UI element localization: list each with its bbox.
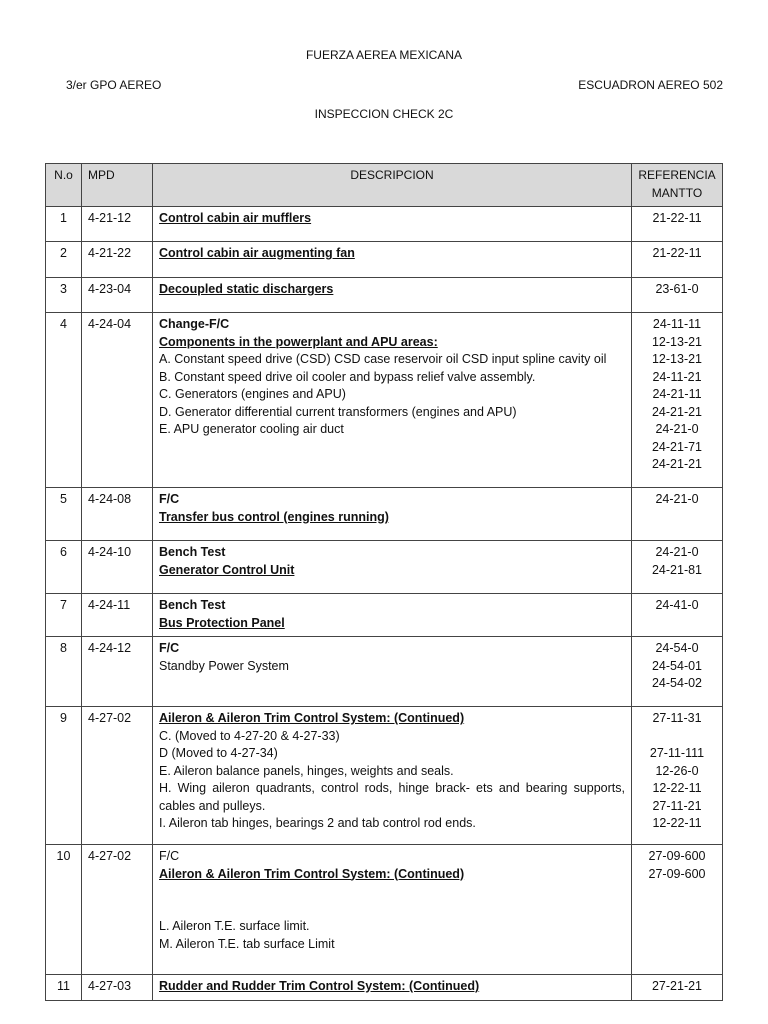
row-mpd: 4-24-04 — [82, 313, 153, 488]
row-description — [153, 242, 632, 278]
description-line: Rudder and Rudder Trim Control System: (Continued) — [159, 979, 480, 993]
document-organization: FUERZA AEREA MEXICANA — [305, 48, 463, 62]
row-mpd: 4-24-11 — [82, 594, 153, 637]
description-line: D (Moved to 4-27-34) — [159, 746, 278, 760]
row-description — [153, 594, 632, 637]
table-body — [46, 207, 723, 1001]
reference-code: 27-21-21 — [651, 979, 703, 993]
description-line: Change-F/C — [159, 317, 230, 331]
description-line: F/C — [159, 849, 180, 863]
row-description — [153, 488, 632, 541]
reference-code: 24-21-0 — [655, 492, 699, 506]
reference-code: 27-11-21 — [652, 798, 702, 813]
description-line: Decoupled static dischargers — [159, 282, 334, 296]
table-row — [46, 313, 723, 488]
description-line: L. Aileron T.E. surface limit. — [159, 919, 310, 933]
row-number: 1 — [46, 207, 82, 242]
inspection-table — [45, 163, 723, 1001]
description-line: Bench Test — [159, 545, 226, 559]
row-references — [632, 594, 723, 637]
description-line — [159, 901, 625, 919]
reference-code: 24-11-21 — [652, 369, 702, 384]
row-number: 6 — [46, 541, 82, 594]
row-number: 5 — [46, 488, 82, 541]
description-line: E. APU generator cooling air duct — [159, 422, 344, 436]
description-line: Bench Test — [159, 598, 226, 612]
reference-code: 27-11-111 — [649, 746, 705, 760]
table-row — [46, 488, 723, 541]
row-references — [632, 637, 723, 707]
row-description — [153, 707, 632, 845]
description-line: Control cabin air mufflers — [159, 211, 312, 225]
description-line: C. (Moved to 4-27-20 & 4-27-33) — [159, 728, 340, 743]
reference-code: 24-21-0 — [655, 545, 699, 559]
reference-code: 12-22-11 — [652, 816, 702, 830]
document-group: 3/er GPO AEREO — [66, 78, 162, 92]
row-references — [632, 975, 723, 1001]
description-line: A. Constant speed drive (CSD) CSD case reservoir oil CSD input spline cavity oil — [159, 352, 607, 366]
reference-code — [634, 728, 720, 746]
row-number: 8 — [46, 637, 82, 707]
description-line: Bus Protection Panel — [159, 615, 285, 630]
row-description — [153, 637, 632, 707]
description-line: Aileron & Aileron Trim Control System: (Continued) — [159, 866, 465, 881]
row-description — [153, 541, 632, 594]
row-number: 7 — [46, 594, 82, 637]
description-line: I. Aileron tab hinges, bearings 2 and tab control rod ends. — [159, 816, 476, 830]
reference-code: 27-09-600 — [648, 849, 706, 863]
description-line: H. Wing aileron quadrants, control rods, hinge brack- ets and bearing supports, cables and pulleys. — [159, 781, 625, 813]
table-row — [46, 594, 723, 637]
reference-code: 12-22-11 — [652, 781, 702, 795]
row-description — [153, 975, 632, 1001]
reference-code: 24-54-0 — [655, 641, 699, 655]
reference-code: 24-21-21 — [651, 404, 703, 419]
row-references — [632, 845, 723, 975]
row-number: 9 — [46, 707, 82, 845]
row-number: 11 — [46, 975, 82, 1001]
row-references — [632, 313, 723, 488]
document-squadron: ESCUADRON AEREO 502 — [578, 78, 723, 92]
reference-code: 24-21-81 — [651, 562, 703, 577]
table-row — [46, 278, 723, 313]
description-line: B. Constant speed drive oil cooler and bypass relief valve assembly. — [159, 369, 536, 384]
row-references — [632, 207, 723, 242]
reference-code: 21-22-11 — [652, 211, 702, 225]
column-header-mpd: MPD — [82, 164, 153, 207]
description-line: Control cabin air augmenting fan — [159, 246, 355, 260]
column-header-reference: REFERENCIA MANTTO — [632, 164, 723, 207]
row-references — [632, 242, 723, 278]
table-row — [46, 975, 723, 1001]
reference-code: 23-61-0 — [655, 282, 699, 296]
row-description — [153, 278, 632, 313]
document-inspection-title: INSPECCION CHECK 2C — [314, 107, 454, 121]
description-line: E. Aileron balance panels, hinges, weights and seals. — [159, 763, 454, 778]
reference-code: 24-21-71 — [651, 439, 703, 454]
row-mpd: 4-24-08 — [82, 488, 153, 541]
table-row — [46, 207, 723, 242]
reference-code: 24-21-21 — [651, 457, 703, 471]
description-line: Aileron & Aileron Trim Control System: (Continued) — [159, 711, 465, 725]
row-number: 4 — [46, 313, 82, 488]
reference-code: 21-22-11 — [652, 246, 702, 260]
reference-code: 27-09-600 — [648, 866, 706, 881]
table-row — [46, 707, 723, 845]
reference-code: 24-21-11 — [652, 387, 702, 401]
description-line: Transfer bus control (engines running) — [159, 509, 389, 524]
reference-code: 12-13-21 — [651, 334, 703, 349]
row-mpd: 4-24-12 — [82, 637, 153, 707]
row-description — [153, 845, 632, 975]
row-references — [632, 541, 723, 594]
row-mpd: 4-27-02 — [82, 707, 153, 845]
table-row — [46, 541, 723, 594]
row-number: 2 — [46, 242, 82, 278]
reference-code: 27-11-31 — [652, 711, 702, 725]
row-description — [153, 207, 632, 242]
row-mpd: 4-23-04 — [82, 278, 153, 313]
reference-code: 12-13-21 — [651, 352, 703, 366]
row-mpd: 4-27-02 — [82, 845, 153, 975]
description-line: D. Generator differential current transformers (engines and APU) — [159, 404, 517, 419]
table-header-row — [46, 164, 723, 207]
column-header-no: N.o — [46, 164, 82, 207]
table-row — [46, 637, 723, 707]
row-number: 10 — [46, 845, 82, 975]
row-mpd: 4-21-12 — [82, 207, 153, 242]
row-description — [153, 313, 632, 488]
row-number: 3 — [46, 278, 82, 313]
table-row — [46, 242, 723, 278]
description-line: F/C — [159, 641, 180, 655]
description-line: C. Generators (engines and APU) — [159, 387, 346, 401]
table-row — [46, 845, 723, 975]
reference-code: 24-54-01 — [651, 658, 703, 673]
description-line: Generator Control Unit — [159, 562, 295, 577]
reference-code: 24-41-0 — [655, 598, 699, 612]
reference-code: 24-54-02 — [651, 676, 703, 690]
column-header-description: DESCRIPCION — [153, 164, 632, 207]
description-line: M. Aileron T.E. tab surface Limit — [159, 936, 335, 951]
row-mpd: 4-21-22 — [82, 242, 153, 278]
row-references — [632, 278, 723, 313]
reference-code: 24-21-0 — [655, 422, 699, 436]
description-line: Standby Power System — [159, 658, 289, 673]
row-references — [632, 488, 723, 541]
description-line: F/C — [159, 492, 180, 506]
row-references — [632, 707, 723, 845]
reference-code: 24-11-11 — [652, 317, 702, 331]
description-line — [159, 883, 625, 901]
description-line: Components in the powerplant and APU areas: — [159, 334, 438, 349]
reference-code: 12-26-0 — [655, 763, 699, 778]
row-mpd: 4-27-03 — [82, 975, 153, 1001]
row-mpd: 4-24-10 — [82, 541, 153, 594]
